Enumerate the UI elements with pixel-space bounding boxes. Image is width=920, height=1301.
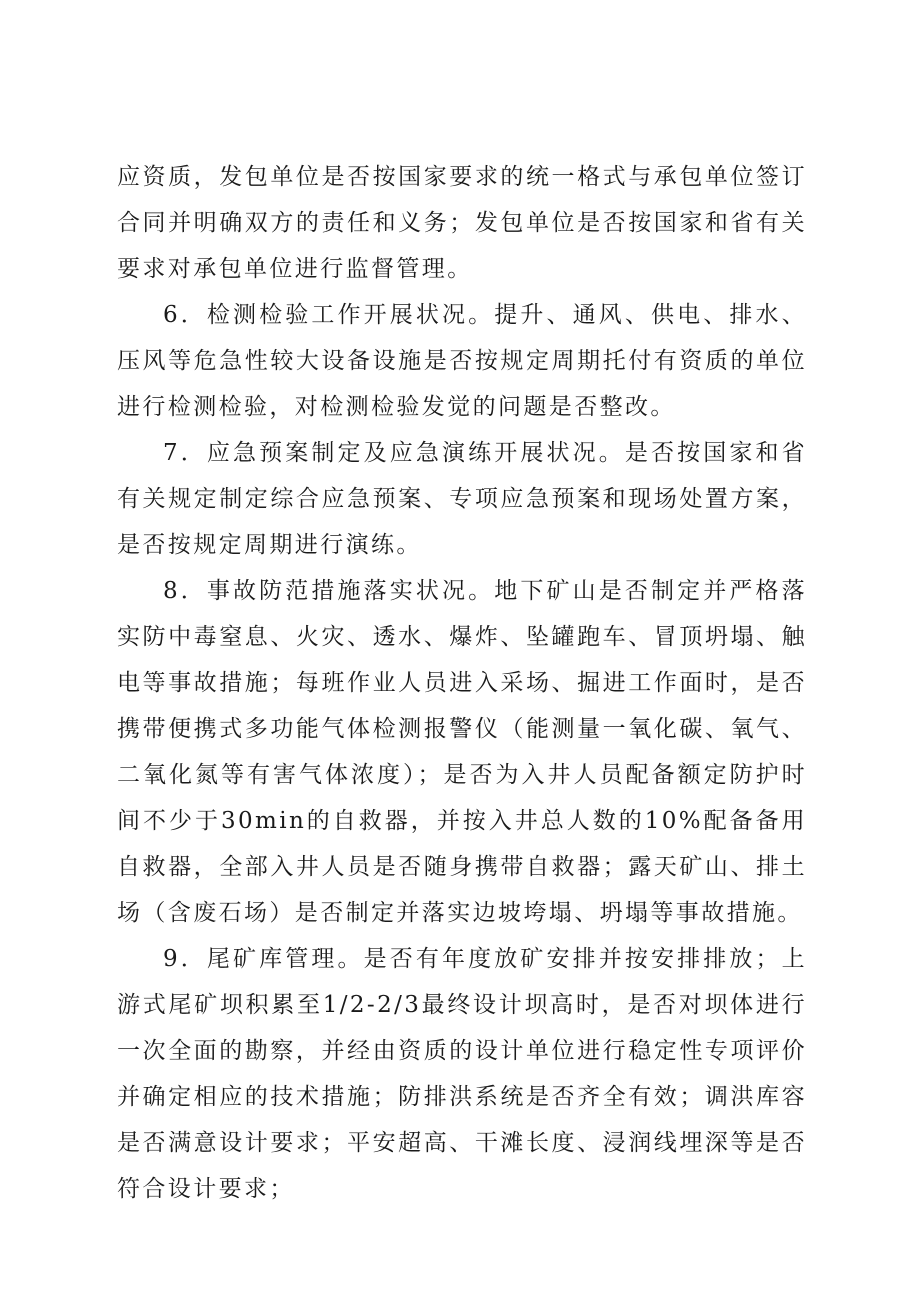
paragraph-item-7: 7．应急预案制定及应急演练开展状况。是否按国家和省有关规定制定综合应急预案、专项应急预案和现场处置方案，是否按规定周期进行演练。 xyxy=(117,440,807,558)
paragraph-continuation: 应资质，发包单位是否按国家要求的统一格式与承包单位签订合同并明确双方的责任和义务；发包单位是否按国家和省有关要求对承包单位进行监督管理。 xyxy=(117,164,807,282)
document-body xyxy=(117,154,807,1212)
paragraph-item-8: 8．事故防范措施落实状况。地下矿山是否制定并严格落实防中毒窒息、火灾、透水、爆炸、坠罐跑车、冒顶坍塌、触电等事故措施；每班作业人员进入采场、掘进工作面时，是否携带便携式多功能气体检测报警仪（能测量一氧化碳、氧气、二氧化氮等有害气体浓度）；是否为入井人员配备额定防护时间不少于30min的自救器，并按入井总人数的10%配备备用自救器，全部入井人员是否随身携带自救器；露天矿山、排土场（含废石场）是否制定并落实边坡垮塌、坍塌等事故措施。 xyxy=(117,578,807,926)
paragraph-item-9: 9．尾矿库管理。是否有年度放矿安排并按安排排放；上游式尾矿坝积累至1/2-2/3最终设计坝高时，是否对坝体进行一次全面的勘察，并经由资质的设计单位进行稳定性专项评价并确定相应的技术措施；防排洪系统是否齐全有效；调洪库容是否满意设计要求；平安超高、干滩长度、浸润线埋深等是否符合设计要求； xyxy=(117,946,807,1202)
paragraph-item-6: 6．检测检验工作开展状况。提升、通风、供电、排水、压风等危急性较大设备设施是否按规定周期托付有资质的单位进行检测检验，对检测检验发觉的问题是否整改。 xyxy=(117,302,807,420)
